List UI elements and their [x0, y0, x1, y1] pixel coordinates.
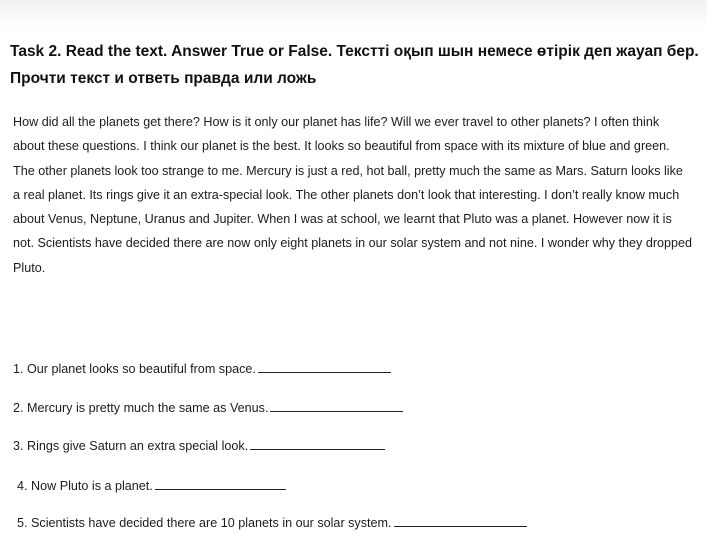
question-5: [17, 514, 527, 532]
question-3-text: 3. Rings give Saturn an extra special look.: [13, 439, 249, 453]
question-1: [13, 360, 391, 378]
task-heading: Task 2. Read the text. Answer True or False. Текстті оқып шын немесе өтірік деп жауап бер. Прочти текст и ответь правда или ложь: [10, 43, 699, 87]
question-2-answer-blank[interactable]: [270, 399, 403, 412]
question-1-text: 1. Our planet looks so beautiful from space.: [13, 362, 256, 376]
reading-passage: How did all the planets get there? How is it only our planet has life? Will we ever travel to other planets? I often think about these questions. I think our planet is the best. It looks so beautiful from space with its mixture of blue and green. The other planets look too strange to me. Mercury is just a red, hot ball, pretty much the same as Mars. Saturn looks like a real planet. Its rings give it an extra-special look. The other planets don’t look that interesting. I don’t really know much about Venus, Neptune, Uranus and Jupiter. When I was at school, we learnt that Pluto was a planet. However now it is not. Scientists have decided there are now only eight planets in our solar system and not nine. I wonder why they dropped Pluto.: [13, 115, 693, 275]
question-3: [13, 437, 385, 455]
question-4: [17, 477, 286, 495]
question-2-text: 2. Mercury is pretty much the same as Venus.: [13, 401, 269, 415]
question-2: [13, 399, 403, 417]
question-4-answer-blank[interactable]: [155, 477, 286, 490]
question-3-answer-blank[interactable]: [250, 437, 385, 450]
question-5-answer-blank[interactable]: [394, 514, 527, 527]
question-5-text: 5. Scientists have decided there are 10 planets in our solar system.: [17, 516, 392, 530]
page-top-shadow: [0, 0, 707, 30]
question-1-answer-blank[interactable]: [258, 360, 391, 373]
question-4-text: 4. Now Pluto is a planet.: [17, 479, 153, 493]
